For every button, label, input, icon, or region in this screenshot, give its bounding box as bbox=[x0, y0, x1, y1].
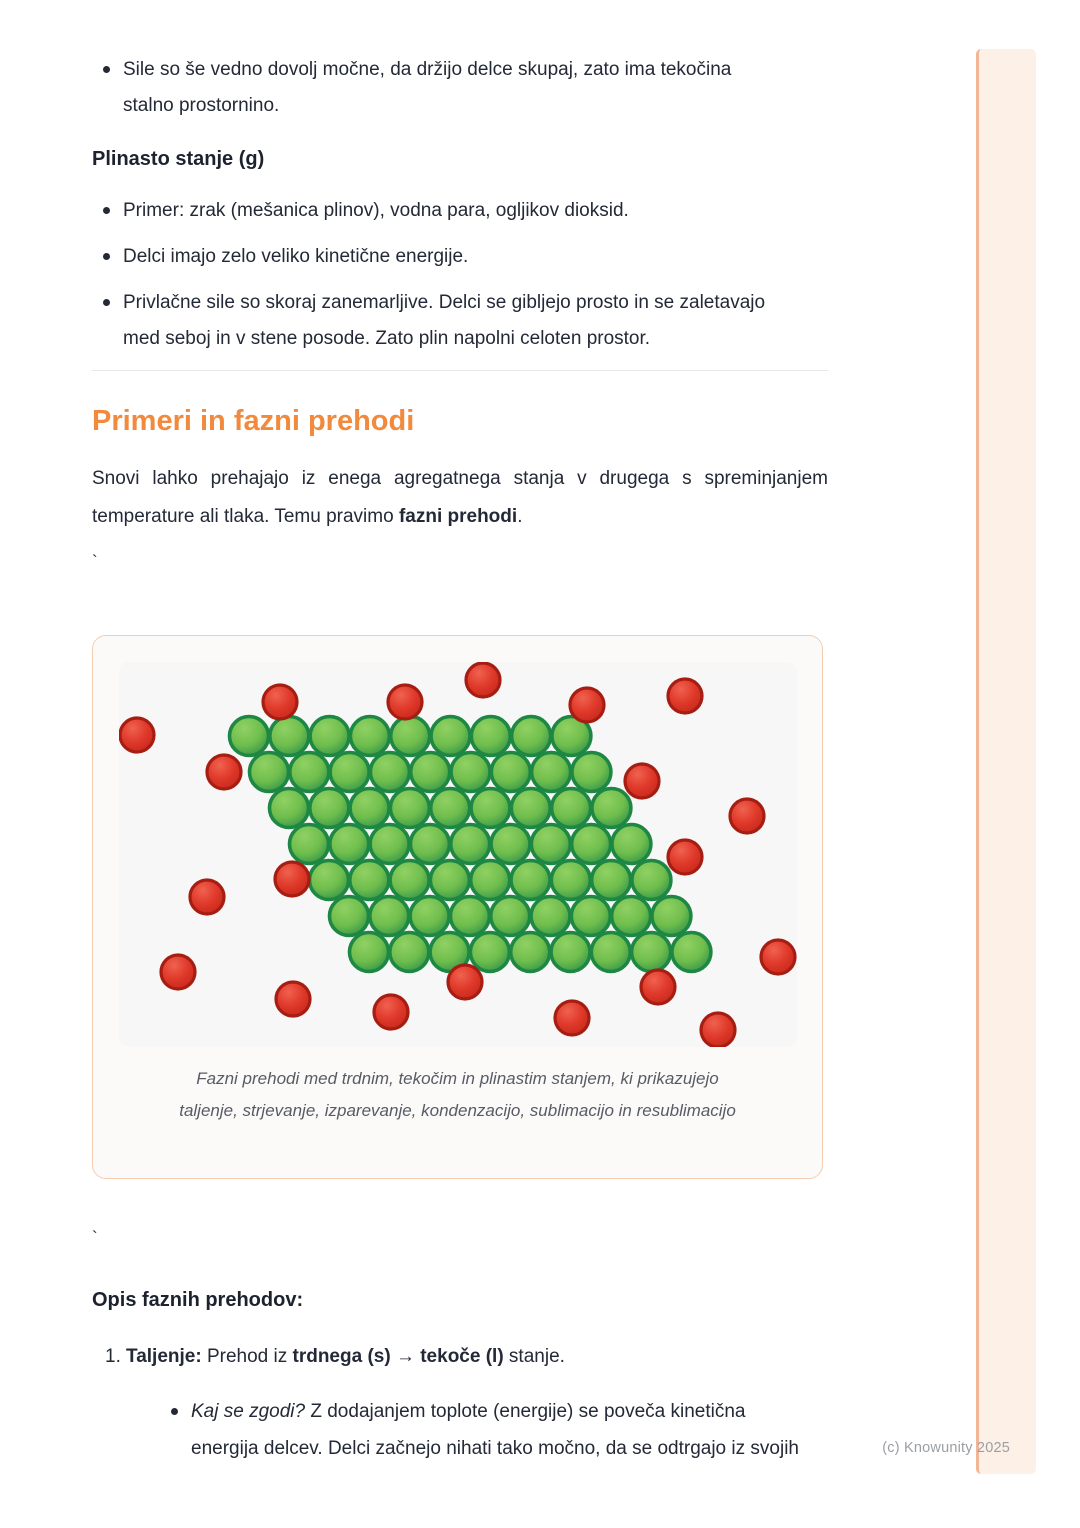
figure-card bbox=[92, 635, 823, 1179]
particle-diagram bbox=[119, 662, 797, 1047]
red-particle bbox=[161, 955, 195, 989]
item-body bbox=[126, 1339, 828, 1467]
green-particle bbox=[310, 717, 349, 756]
green-particle bbox=[591, 933, 630, 972]
green-particle bbox=[370, 753, 409, 792]
bullet-text: Primer: zrak (mešanica plinov), vodna para, ogljikov dioksid. bbox=[123, 200, 629, 221]
green-particle bbox=[349, 861, 388, 900]
green-particle bbox=[571, 753, 610, 792]
green-particle bbox=[350, 717, 389, 756]
green-particle bbox=[430, 861, 469, 900]
green-particle bbox=[389, 933, 428, 972]
red-particle bbox=[668, 679, 702, 713]
green-particle bbox=[349, 933, 388, 972]
section-divider bbox=[92, 370, 828, 371]
green-particle bbox=[551, 789, 590, 828]
red-particle bbox=[730, 799, 764, 833]
liquid-bullet-list bbox=[92, 52, 828, 124]
green-particle bbox=[491, 753, 530, 792]
red-particle bbox=[388, 685, 422, 719]
green-particle bbox=[490, 897, 529, 936]
copyright-footer: (c) Knowunity 2025 bbox=[882, 1440, 1010, 1456]
green-particle bbox=[491, 825, 530, 864]
green-particle bbox=[410, 753, 449, 792]
green-particle bbox=[431, 717, 470, 756]
red-particle bbox=[761, 940, 795, 974]
figure-caption bbox=[93, 1063, 822, 1127]
caption-line-1: Fazni prehodi med trdnim, tekočim in plinastim stanjem, ki prikazujejo bbox=[196, 1069, 719, 1088]
numbered-item bbox=[105, 1339, 828, 1467]
red-particle bbox=[120, 718, 154, 752]
green-particle bbox=[410, 825, 449, 864]
red-particle bbox=[190, 880, 224, 914]
red-particle bbox=[263, 685, 297, 719]
green-particle bbox=[471, 789, 510, 828]
caption-line-2: taljenje, strjevanje, izparevanje, kondenzacijo, sublimacijo in resublimacijo bbox=[179, 1101, 736, 1120]
green-particle bbox=[470, 861, 509, 900]
green-particle bbox=[511, 861, 550, 900]
green-particle bbox=[390, 717, 429, 756]
bullet-text: Kaj se zgodi? Z dodajanjem toplote (energije) se poveča kinetična energija delcev. Delci začnejo nihati tako močno, da se odtrgajo iz svojih bbox=[191, 1401, 799, 1459]
green-particle bbox=[531, 897, 570, 936]
green-particle bbox=[249, 753, 288, 792]
green-particle bbox=[369, 897, 408, 936]
green-particle bbox=[370, 825, 409, 864]
green-particle bbox=[591, 789, 630, 828]
red-particle bbox=[625, 764, 659, 798]
bullet-text: Delci imajo zelo veliko kinetične energije. bbox=[123, 246, 469, 267]
phase-descriptions-heading: Opis faznih prehodov: bbox=[92, 1289, 304, 1311]
item-number: 1. bbox=[105, 1346, 121, 1367]
green-particle bbox=[611, 897, 650, 936]
green-particle bbox=[611, 825, 650, 864]
green-particle bbox=[631, 933, 670, 972]
red-particle bbox=[641, 970, 675, 1004]
green-particle bbox=[269, 789, 308, 828]
phase-transitions-heading: Primeri in fazni prehodi bbox=[92, 405, 415, 437]
green-particle bbox=[651, 897, 690, 936]
gas-state-heading: Plinasto stanje (g) bbox=[92, 148, 265, 170]
particle-svg bbox=[119, 662, 797, 1047]
list-item bbox=[92, 285, 828, 357]
green-particle bbox=[551, 861, 590, 900]
stray-backtick-2: ` bbox=[92, 1228, 98, 1247]
intro-paragraph: Snovi lahko prehajajo iz enega agregatnega stanja v drugega s spreminjanjem temperature ali tlaka. Temu pravimo fazni prehodi. bbox=[92, 468, 828, 527]
list-item bbox=[160, 1393, 828, 1467]
green-particle bbox=[390, 861, 429, 900]
right-margin-stripe bbox=[976, 49, 1036, 1474]
green-particle bbox=[269, 717, 308, 756]
green-particle bbox=[551, 933, 590, 972]
red-particle bbox=[448, 965, 482, 999]
stray-backtick-1: ` bbox=[92, 552, 98, 571]
green-particle bbox=[511, 717, 550, 756]
content-column bbox=[92, 0, 828, 1467]
green-particle bbox=[329, 825, 368, 864]
list-item bbox=[92, 193, 828, 229]
green-particle bbox=[390, 789, 429, 828]
green-particle bbox=[571, 897, 610, 936]
bullet-text: Sile so še vedno dovolj močne, da držijo delce skupaj, zato ima tekočina stalno prostornino. bbox=[123, 59, 732, 116]
red-particle bbox=[555, 1001, 589, 1035]
green-particle bbox=[229, 717, 268, 756]
green-particle bbox=[329, 897, 368, 936]
green-particle bbox=[571, 825, 610, 864]
red-particle bbox=[275, 862, 309, 896]
green-particle bbox=[309, 861, 348, 900]
red-particle bbox=[374, 995, 408, 1029]
green-particle bbox=[289, 753, 328, 792]
green-particle bbox=[450, 825, 489, 864]
green-particle bbox=[410, 897, 449, 936]
sub-bullet-list bbox=[160, 1393, 828, 1467]
green-particle bbox=[470, 933, 509, 972]
green-particle bbox=[471, 717, 510, 756]
green-particle bbox=[591, 861, 630, 900]
gas-bullet-list bbox=[92, 193, 828, 357]
red-particle bbox=[701, 1013, 735, 1047]
red-particle bbox=[276, 982, 310, 1016]
green-particle bbox=[430, 789, 469, 828]
red-particle bbox=[466, 663, 500, 697]
green-particle bbox=[531, 753, 570, 792]
green-particle bbox=[450, 897, 489, 936]
green-particle bbox=[671, 933, 710, 972]
green-particle bbox=[511, 789, 550, 828]
green-particle bbox=[531, 825, 570, 864]
list-item bbox=[92, 52, 828, 124]
bullet-text: Privlačne sile so skoraj zanemarljive. Delci se gibljejo prosto in se zaletavajo med seboj in v stene posode. Zato plin napolni celoten prostor. bbox=[123, 292, 766, 349]
item-text: Taljenje: Prehod iz trdnega (s) → tekoče (l) stanje. bbox=[126, 1346, 565, 1367]
red-particle bbox=[570, 688, 604, 722]
green-particle bbox=[350, 789, 389, 828]
green-particle bbox=[309, 789, 348, 828]
numbered-list bbox=[92, 1339, 828, 1467]
green-particle bbox=[330, 753, 369, 792]
green-particle bbox=[289, 825, 328, 864]
green-particle bbox=[631, 861, 670, 900]
list-item bbox=[92, 239, 828, 275]
red-particle bbox=[207, 755, 241, 789]
green-particle bbox=[510, 933, 549, 972]
green-particle bbox=[451, 753, 490, 792]
red-particle bbox=[668, 840, 702, 874]
